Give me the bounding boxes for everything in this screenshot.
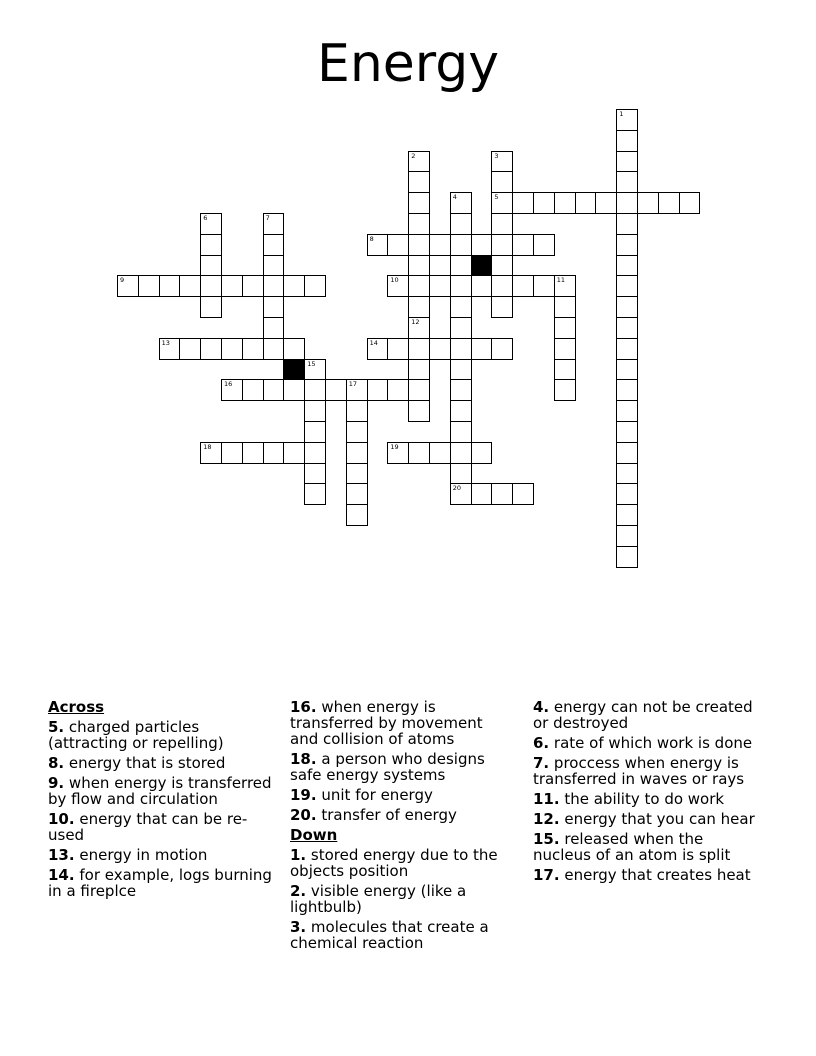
grid-cell[interactable] bbox=[408, 317, 430, 339]
grid-cell[interactable] bbox=[221, 338, 243, 360]
grid-cell[interactable] bbox=[346, 400, 368, 422]
grid-cell[interactable] bbox=[450, 192, 472, 214]
grid-cell[interactable] bbox=[616, 109, 638, 131]
clue-across-18: 18. a person who designs safe energy systems bbox=[290, 750, 485, 784]
grid-cell[interactable] bbox=[429, 275, 451, 297]
grid-cell[interactable] bbox=[263, 379, 285, 401]
grid-cell[interactable] bbox=[616, 379, 638, 401]
grid-cell[interactable] bbox=[450, 296, 472, 318]
grid-cell[interactable] bbox=[491, 255, 513, 277]
grid-cell[interactable] bbox=[429, 442, 451, 464]
grid-cell[interactable] bbox=[242, 442, 264, 464]
grid-cell[interactable] bbox=[595, 192, 617, 214]
grid-cell[interactable] bbox=[491, 483, 513, 505]
grid-cell[interactable] bbox=[346, 379, 368, 401]
clue-number: 4 bbox=[452, 193, 457, 202]
grid-cell[interactable] bbox=[408, 234, 430, 256]
clue-across-16: 16. when energy is transferred by movement and collision of atoms bbox=[290, 698, 483, 748]
grid-cell[interactable] bbox=[263, 338, 285, 360]
grid-cell[interactable] bbox=[408, 359, 430, 381]
grid-cell[interactable] bbox=[263, 296, 285, 318]
grid-cell[interactable] bbox=[117, 275, 139, 297]
grid-cell[interactable] bbox=[616, 151, 638, 173]
grid-cell[interactable] bbox=[367, 234, 389, 256]
grid-cell[interactable] bbox=[304, 379, 326, 401]
grid-cell[interactable] bbox=[616, 483, 638, 505]
clue-number: 13 bbox=[161, 338, 170, 347]
grid-cell[interactable] bbox=[450, 400, 472, 422]
clue-down-11: 11. the ability to do work bbox=[533, 790, 725, 808]
grid-cell[interactable] bbox=[138, 275, 160, 297]
grid-cell[interactable] bbox=[554, 317, 576, 339]
grid-cell[interactable] bbox=[408, 400, 430, 422]
grid-cell[interactable] bbox=[408, 338, 430, 360]
grid-cell[interactable] bbox=[616, 317, 638, 339]
grid-cell[interactable] bbox=[242, 338, 264, 360]
clue-across-19: 19. unit for energy bbox=[290, 786, 433, 804]
grid-cell[interactable] bbox=[491, 234, 513, 256]
grid-cell[interactable] bbox=[616, 255, 638, 277]
clue-number: 14 bbox=[369, 338, 378, 347]
grid-cell[interactable] bbox=[471, 338, 493, 360]
grid-cell[interactable] bbox=[471, 234, 493, 256]
clue-number: 16 bbox=[224, 380, 233, 389]
clue-down-12: 12. energy that you can hear bbox=[533, 810, 755, 828]
grid-cell[interactable] bbox=[408, 171, 430, 193]
grid-cell[interactable] bbox=[283, 442, 305, 464]
grid-cell[interactable] bbox=[512, 275, 534, 297]
grid-cell[interactable] bbox=[450, 317, 472, 339]
grid-cell[interactable] bbox=[554, 379, 576, 401]
grid-cell[interactable] bbox=[367, 338, 389, 360]
grid-cell[interactable] bbox=[491, 275, 513, 297]
grid-cell[interactable] bbox=[346, 504, 368, 526]
black-cell bbox=[471, 255, 493, 277]
grid-cell[interactable] bbox=[263, 317, 285, 339]
grid-cell[interactable] bbox=[616, 192, 638, 214]
clue-number: 5 bbox=[494, 193, 499, 202]
grid-cell[interactable] bbox=[263, 213, 285, 235]
grid-cell[interactable] bbox=[159, 338, 181, 360]
grid-cell[interactable] bbox=[200, 275, 222, 297]
grid-cell[interactable] bbox=[408, 379, 430, 401]
grid-cell[interactable] bbox=[533, 234, 555, 256]
grid-cell[interactable] bbox=[283, 379, 305, 401]
grid-cell[interactable] bbox=[491, 296, 513, 318]
grid-cell[interactable] bbox=[429, 338, 451, 360]
grid-cell[interactable] bbox=[283, 338, 305, 360]
clue-number: 3 bbox=[494, 151, 499, 160]
grid-cell[interactable] bbox=[616, 400, 638, 422]
grid-cell[interactable] bbox=[200, 255, 222, 277]
grid-cell[interactable] bbox=[304, 400, 326, 422]
grid-cell[interactable] bbox=[616, 171, 638, 193]
grid-cell[interactable] bbox=[242, 379, 264, 401]
grid-cell[interactable] bbox=[637, 192, 659, 214]
clue-across-20: 20. transfer of energy bbox=[290, 806, 457, 824]
grid-cell[interactable] bbox=[159, 275, 181, 297]
clue-number: 20 bbox=[452, 484, 462, 493]
grid-cell[interactable] bbox=[367, 379, 389, 401]
clue-down-2: 2. visible energy (like a lightbulb) bbox=[290, 882, 467, 916]
clue-number: 9 bbox=[120, 276, 125, 285]
grid-cell[interactable] bbox=[200, 213, 222, 235]
grid-cell[interactable] bbox=[283, 275, 305, 297]
grid-cell[interactable] bbox=[325, 379, 347, 401]
grid-cell[interactable] bbox=[616, 338, 638, 360]
grid-cell[interactable] bbox=[554, 338, 576, 360]
grid-cell[interactable] bbox=[200, 442, 222, 464]
clues-column-1 bbox=[48, 699, 273, 903]
grid-cell[interactable] bbox=[491, 192, 513, 214]
grid-cell[interactable] bbox=[450, 338, 472, 360]
clue-across-14: 14. for example, logs burning in a fireplce bbox=[48, 866, 272, 900]
grid-cell[interactable] bbox=[471, 483, 493, 505]
grid-cell[interactable] bbox=[491, 171, 513, 193]
grid-cell[interactable] bbox=[346, 463, 368, 485]
clue-number: 18 bbox=[203, 442, 212, 451]
clue-number: 1 bbox=[619, 110, 624, 118]
grid-cell[interactable] bbox=[304, 483, 326, 505]
grid-cell[interactable] bbox=[616, 546, 638, 568]
down-heading: Down bbox=[290, 826, 338, 844]
grid-cell[interactable] bbox=[616, 275, 638, 297]
grid-cell[interactable] bbox=[450, 255, 472, 277]
puzzle-title: Energy bbox=[316, 34, 500, 94]
grid-cell[interactable] bbox=[304, 442, 326, 464]
grid-cell[interactable] bbox=[512, 192, 534, 214]
grid-cell[interactable] bbox=[263, 234, 285, 256]
grid-cell[interactable] bbox=[533, 275, 555, 297]
grid-cell[interactable] bbox=[408, 296, 430, 318]
grid-cell[interactable] bbox=[471, 275, 493, 297]
clue-down-4: 4. energy can not be created or destroyed bbox=[533, 698, 753, 732]
grid-cell[interactable] bbox=[304, 359, 326, 381]
grid-cell[interactable] bbox=[554, 359, 576, 381]
grid-cell[interactable] bbox=[200, 234, 222, 256]
clue-down-6: 6. rate of which work is done bbox=[533, 734, 753, 752]
grid-cell[interactable] bbox=[387, 442, 409, 464]
grid-cell[interactable] bbox=[616, 504, 638, 526]
grid-cell[interactable] bbox=[221, 442, 243, 464]
clue-across-5: 5. charged particles (attracting or repelling) bbox=[48, 718, 224, 752]
grid-cell[interactable] bbox=[471, 442, 493, 464]
grid-cell[interactable] bbox=[616, 130, 638, 152]
grid-cell[interactable] bbox=[387, 275, 409, 297]
grid-cell[interactable] bbox=[242, 275, 264, 297]
grid-cell[interactable] bbox=[658, 192, 680, 214]
grid-cell[interactable] bbox=[450, 463, 472, 485]
grid-cell[interactable] bbox=[387, 234, 409, 256]
grid-cell[interactable] bbox=[450, 213, 472, 235]
clue-down-7: 7. proccess when energy is transferred in waves or rays bbox=[533, 754, 745, 788]
clue-number: 7 bbox=[265, 214, 270, 222]
grid-cell[interactable] bbox=[616, 213, 638, 235]
grid-cell[interactable] bbox=[221, 379, 243, 401]
grid-cell[interactable] bbox=[616, 442, 638, 464]
black-cell bbox=[283, 359, 305, 381]
grid-cell[interactable] bbox=[575, 192, 597, 214]
clue-down-15: 15. released when the nucleus of an atom is split bbox=[533, 830, 731, 864]
clue-down-1: 1. stored energy due to the objects position bbox=[290, 846, 498, 880]
grid-cell[interactable] bbox=[408, 255, 430, 277]
clue-number: 17 bbox=[348, 380, 358, 389]
across-heading: Across bbox=[48, 698, 105, 716]
clue-across-10: 10. energy that can be re-used bbox=[48, 810, 248, 844]
grid-cell[interactable] bbox=[450, 359, 472, 381]
clue-down-17: 17. energy that creates heat bbox=[533, 866, 751, 884]
grid-cell[interactable] bbox=[221, 275, 243, 297]
grid-cell[interactable] bbox=[346, 483, 368, 505]
grid-cell[interactable] bbox=[491, 213, 513, 235]
grid-cell[interactable] bbox=[450, 379, 472, 401]
clue-number: 11 bbox=[556, 276, 566, 285]
grid-cell[interactable] bbox=[387, 338, 409, 360]
clue-number: 2 bbox=[411, 151, 416, 160]
grid-cell[interactable] bbox=[512, 483, 534, 505]
grid-cell[interactable] bbox=[616, 296, 638, 318]
grid-cell[interactable] bbox=[200, 296, 222, 318]
clues-column-2 bbox=[290, 699, 515, 955]
clue-number: 10 bbox=[390, 276, 399, 285]
grid-cell[interactable] bbox=[616, 525, 638, 547]
clue-across-8: 8. energy that is stored bbox=[48, 754, 226, 772]
clue-number: 6 bbox=[203, 214, 208, 222]
grid-cell[interactable] bbox=[304, 421, 326, 443]
clue-down-3: 3. molecules that create a chemical reaction bbox=[290, 918, 489, 952]
grid-cell[interactable] bbox=[429, 234, 451, 256]
clue-number: 15 bbox=[307, 359, 316, 368]
grid-cell[interactable] bbox=[533, 192, 555, 214]
grid-cell[interactable] bbox=[408, 151, 430, 173]
grid-cell[interactable] bbox=[408, 192, 430, 214]
grid-cell[interactable] bbox=[679, 192, 701, 214]
grid-cell[interactable] bbox=[450, 483, 472, 505]
grid-cell[interactable] bbox=[554, 275, 576, 297]
clue-across-9: 9. when energy is transferred by flow and circulation bbox=[48, 774, 272, 808]
grid-cell[interactable] bbox=[263, 255, 285, 277]
grid-cell[interactable] bbox=[450, 421, 472, 443]
grid-cell[interactable] bbox=[408, 213, 430, 235]
grid-cell[interactable] bbox=[450, 275, 472, 297]
grid-cell[interactable] bbox=[554, 296, 576, 318]
grid-cell[interactable] bbox=[408, 442, 430, 464]
grid-cell[interactable] bbox=[512, 234, 534, 256]
grid-cell[interactable] bbox=[387, 379, 409, 401]
grid-cell[interactable] bbox=[408, 275, 430, 297]
grid-cell[interactable] bbox=[491, 151, 513, 173]
grid-cell[interactable] bbox=[304, 463, 326, 485]
clue-number: 19 bbox=[390, 442, 399, 451]
grid-cell[interactable] bbox=[616, 359, 638, 381]
clue-number: 12 bbox=[411, 318, 420, 326]
grid-cell[interactable] bbox=[616, 463, 638, 485]
grid-cell[interactable] bbox=[179, 338, 201, 360]
grid-cell[interactable] bbox=[616, 234, 638, 256]
clue-across-13: 13. energy in motion bbox=[48, 846, 208, 864]
grid-cell[interactable] bbox=[346, 442, 368, 464]
clue-number: 8 bbox=[369, 234, 374, 243]
grid-cell[interactable] bbox=[616, 421, 638, 443]
grid-cell[interactable] bbox=[263, 442, 285, 464]
grid-cell[interactable] bbox=[491, 338, 513, 360]
clues-column-3 bbox=[533, 699, 758, 887]
grid-cell[interactable] bbox=[200, 338, 222, 360]
grid-cell[interactable] bbox=[179, 275, 201, 297]
grid-cell[interactable] bbox=[263, 275, 285, 297]
grid-cell[interactable] bbox=[554, 192, 576, 214]
grid-cell[interactable] bbox=[450, 442, 472, 464]
grid-cell[interactable] bbox=[450, 234, 472, 256]
grid-cell[interactable] bbox=[304, 275, 326, 297]
grid-cell[interactable] bbox=[346, 421, 368, 443]
